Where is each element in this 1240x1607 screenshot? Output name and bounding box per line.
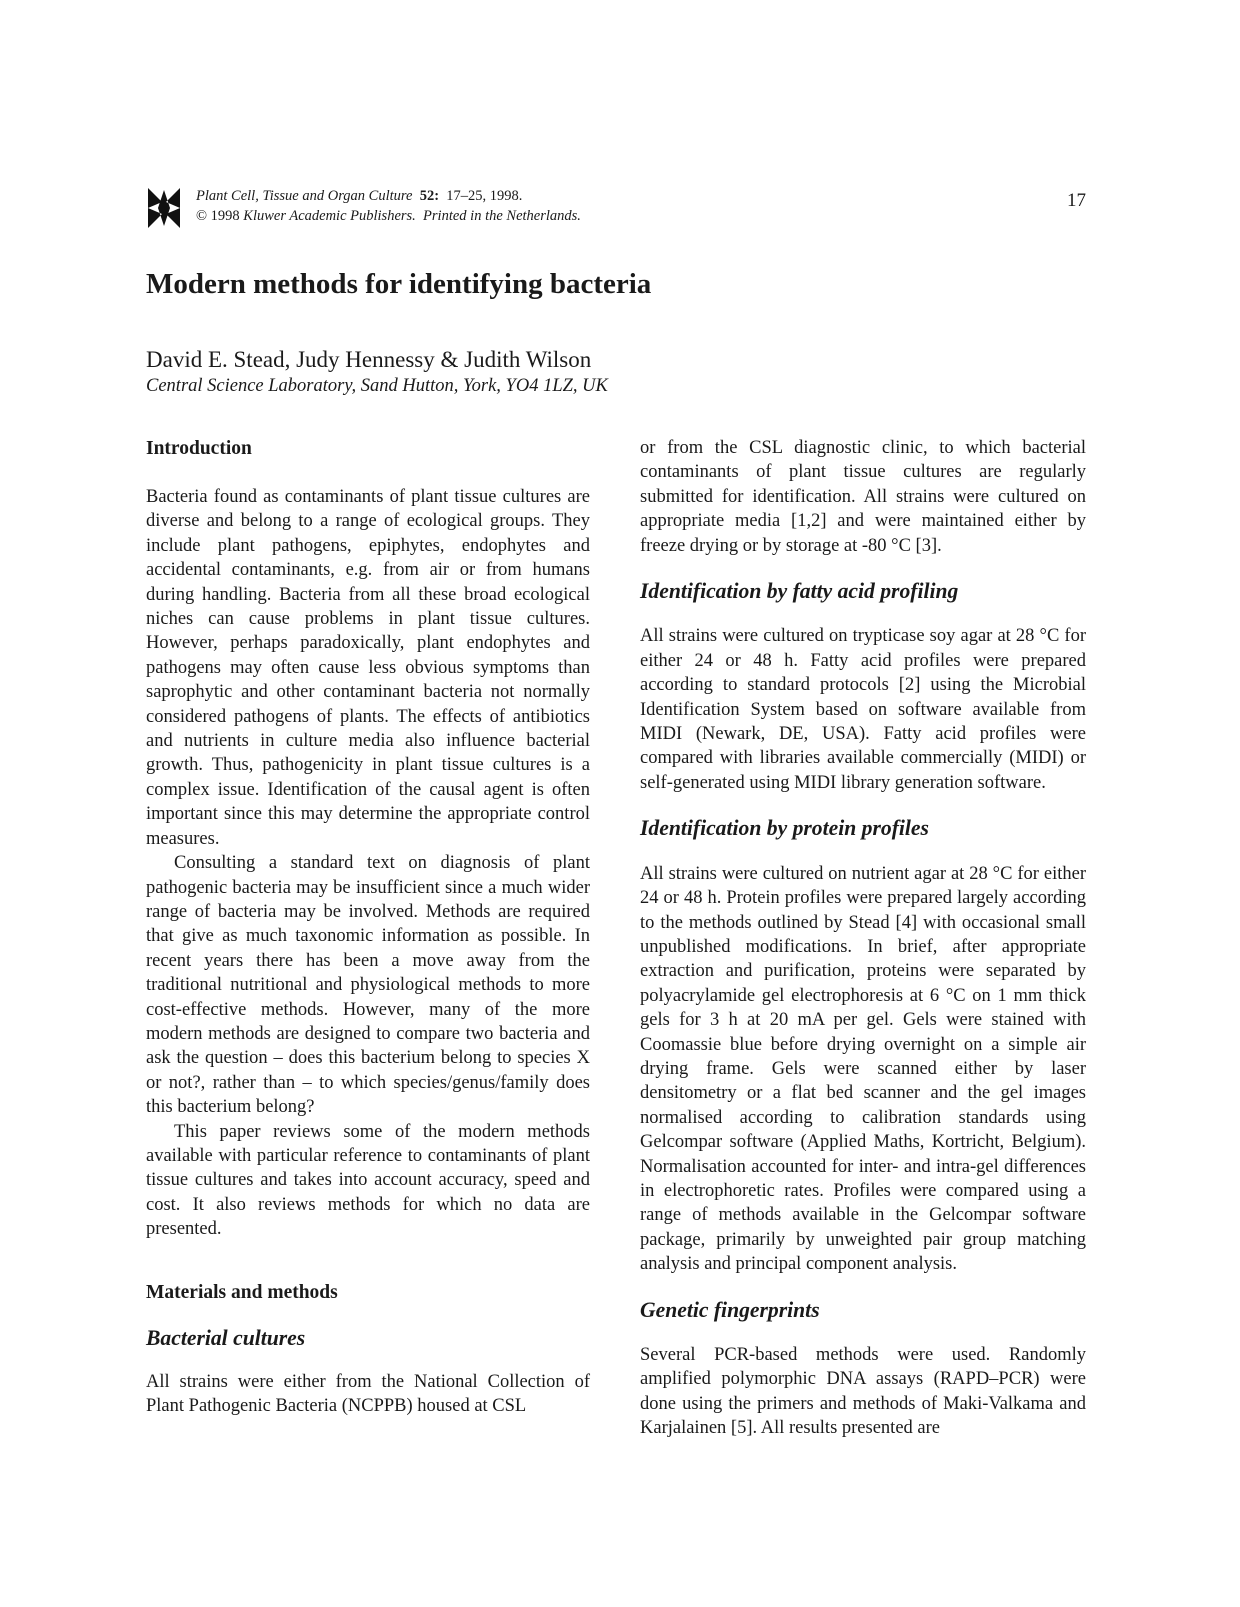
journal-citation	[196, 186, 581, 226]
protein-profiles-paragraph: All strains were cultured on nutrient agar at 28 °C for either 24 or 48 h. Protein profiles were prepared largely according to the methods outlined by Stead [4] with occasional small unpublished modifications. In brief, after appropriate extraction and purification, proteins were separated by polyacrylamide gel electrophoresis at 6 °C on 1 mm thick gels for 3 h at 20 mA per gel. Gels were stained with Coomassie blue before drying overnight on a simple air drying frame. Gels were scanned either by laser densitometry or a flat bed scanner and the gel images normalised according to calibration standards using Gelcompar software (Applied Maths, Kortricht, Belgium). Normalisation accounted for inter- and intra-gel differences in electrophoretic rates. Profiles were compared using a range of methods available in the Gelcompar software package, primarily by unweighted pair group matching analysis and principal component analysis.	[640, 863, 1086, 1275]
citation-line-2	[196, 206, 581, 226]
right-column	[640, 436, 1086, 1441]
fatty-acid-subheading: Identification by fatty acid profiling	[640, 579, 959, 604]
article-title: Modern methods for identifying bacteria	[146, 268, 652, 300]
left-column	[146, 436, 590, 1419]
introduction-heading: Introduction	[146, 438, 252, 459]
journal-pages-year: 17–25, 1998.	[446, 188, 523, 204]
intro-paragraph-2: Consulting a standard text on diagnosis of plant pathogenic bacteria may be insufficient since a much wider range of bacteria may be involved. Methods are required that give as much taxonomic information as possible. In recent years there has been a move away from the traditional nutritional and physiological methods to more cost-effective methods. However, many of the more modern methods are designed to compare two bacteria and ask the question – does this bacterium belong to species X or not?, rather than – to which species/genus/family does this bacterium belong?	[146, 853, 590, 1118]
author-affiliation: Central Science Laboratory, Sand Hutton, York, YO4 1LZ, UK	[146, 376, 608, 396]
cultures-paragraph: All strains were either from the National Collection of Plant Pathogenic Bacteria (NCPPB) housed at CSL	[146, 1372, 590, 1417]
article-authors: David E. Stead, Judy Hennessy & Judith Wilson	[146, 347, 592, 372]
journal-header	[146, 186, 1086, 230]
intro-paragraph-1: Bacteria found as contaminants of plant tissue cultures are diverse and belong to a range of ecological groups. They include plant pathogens, epiphytes, endophytes and accidental contaminants, e.g. from air or from humans during handling. Bacteria from all these broad ecological niches can cause problems in plant tissue cultures. However, perhaps paradoxically, plant endophytes and pathogens may often cause less obvious symptoms than saprophytic and other contaminant bacteria not normally considered pathogens of plants. The effects of antibiotics and nutrients in culture media also influence bacterial growth. Thus, pathogenicity in plant tissue cultures is a complex issue. Identification of the causal agent is often important since this may determine the appropriate control measures.	[146, 487, 590, 849]
cultures-paragraph-continued: or from the CSL diagnostic clinic, to which bacterial contaminants of plant tissue cultures are regularly submitted for identification. All strains were cultured on appropriate media [1,2] and were maintained either by freeze drying or by storage at -80 °C [3].	[640, 438, 1086, 556]
copyright-year: © 1998	[196, 208, 240, 224]
journal-name: Plant Cell, Tissue and Organ Culture	[196, 188, 413, 204]
citation-line-1	[196, 186, 581, 206]
genetic-fingerprints-subheading: Genetic fingerprints	[640, 1297, 820, 1322]
materials-methods-heading: Materials and methods	[146, 1281, 338, 1303]
publisher-name: Kluwer Academic Publishers.	[243, 208, 416, 224]
bacterial-cultures-subheading: Bacterial cultures	[146, 1325, 306, 1350]
journal-volume: 52:	[419, 188, 440, 204]
genetic-fingerprints-paragraph: Several PCR-based methods were used. Randomly amplified polymorphic DNA assays (RAPD–PCR) were done using the primers and methods of Maki-Valkama and Karjalainen [5]. All results presented are	[640, 1345, 1086, 1439]
fatty-acid-paragraph: All strains were cultured on trypticase soy agar at 28 °C for either 24 or 48 h. Fatty acid profiles were prepared according to standard protocols [2] using the Microbial Identification System based on software available from MIDI (Newark, DE, USA). Fatty acid profiles were compared with libraries available commercially (MIDI) or self-generated using MIDI library generation software.	[640, 626, 1086, 793]
publisher-logo-icon	[146, 186, 182, 230]
intro-paragraph-3: This paper reviews some of the modern methods available with particular reference to contaminants of plant tissue cultures and takes into account accuracy, speed and cost. It also reviews methods for which no data are presented.	[146, 1121, 590, 1240]
protein-profiles-subheading: Identification by protein profiles	[640, 816, 929, 841]
printed-location: Printed in the Netherlands.	[423, 208, 581, 224]
page-number: 17	[1067, 190, 1086, 211]
